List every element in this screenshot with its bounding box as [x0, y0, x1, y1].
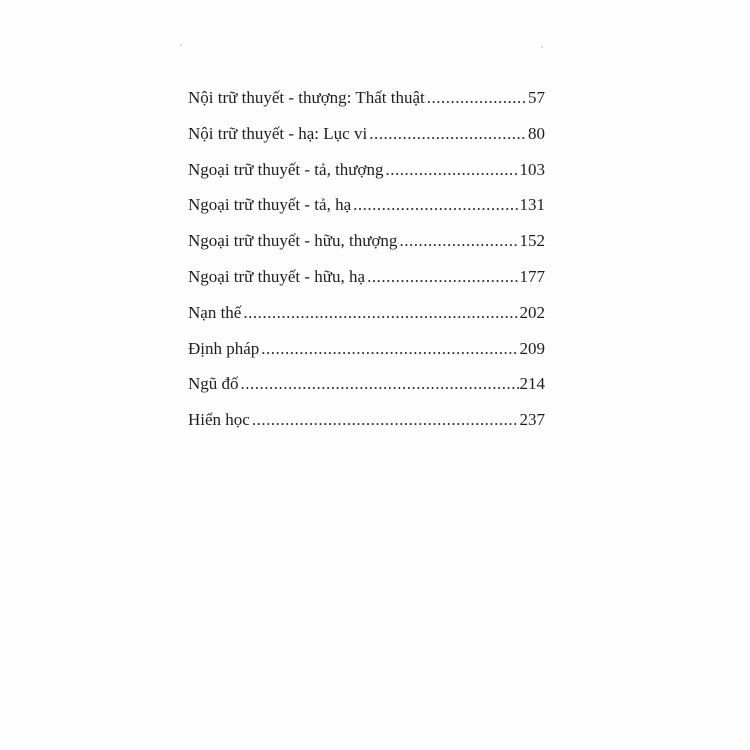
toc-entry-page: 131 [519, 195, 545, 215]
dot-leader [261, 339, 518, 359]
toc-entry-page: 209 [519, 338, 545, 358]
toc-entry [188, 88, 545, 124]
dot-leader [241, 374, 519, 394]
toc-entry-page: 152 [519, 231, 545, 251]
dot-leader [243, 303, 518, 323]
toc-entry-title: Nạn thế [188, 302, 242, 322]
dot-leader [367, 267, 518, 287]
toc-entry-page: 237 [519, 410, 545, 430]
table-of-contents [188, 88, 545, 446]
toc-entry [188, 303, 545, 339]
toc-entry [188, 231, 545, 267]
dot-leader [386, 160, 519, 180]
toc-entry-page: 214 [519, 374, 545, 394]
toc-entry-page: 202 [519, 302, 545, 322]
toc-entry-title: Ngoại trữ thuyết - tả, hạ [188, 195, 352, 215]
dot-leader [369, 124, 527, 144]
toc-entry [188, 410, 545, 446]
toc-entry [188, 374, 545, 410]
toc-entry [188, 124, 545, 160]
paper-speck [541, 46, 543, 48]
toc-entry-page: 57 [528, 88, 545, 107]
toc-entry-page: 80 [528, 123, 545, 143]
toc-entry [188, 160, 545, 196]
toc-entry-title: Định pháp [188, 338, 260, 358]
toc-entry-title: Hiển học [188, 410, 250, 430]
toc-entry [188, 195, 545, 231]
dot-leader [353, 195, 518, 215]
toc-entry [188, 267, 545, 303]
toc-entry [188, 339, 545, 375]
toc-entry-title: Ngoại trữ thuyết - hữu, hạ [188, 266, 366, 286]
toc-entry-page: 103 [519, 159, 545, 179]
dot-leader [427, 88, 527, 108]
toc-entry-title: Nội trữ thuyết - hạ: Lục vi [188, 123, 368, 143]
toc-entry-page: 177 [519, 266, 545, 286]
toc-entry-title: Ngoại trữ thuyết - hữu, thượng [188, 231, 398, 251]
dot-leader [399, 231, 518, 251]
toc-entry-title: Ngoại trữ thuyết - tả, thượng [188, 159, 384, 179]
dot-leader [252, 410, 519, 430]
toc-entry-title: Nội trữ thuyết - thượng: Thất thuật [188, 88, 425, 107]
toc-entry-title: Ngũ đố [188, 374, 239, 394]
paper-speck [180, 44, 182, 46]
